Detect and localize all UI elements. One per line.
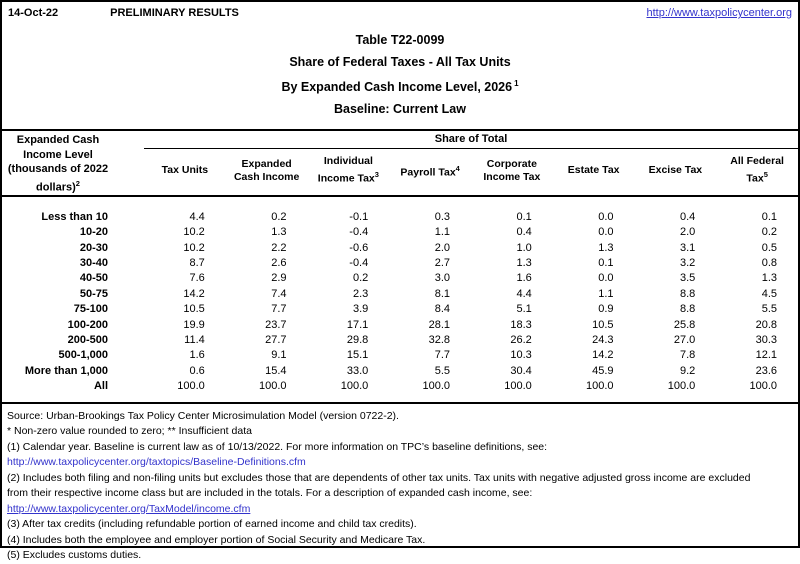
column-header-text: Tax Units xyxy=(161,164,209,177)
value-cell: 17.1 xyxy=(346,318,369,331)
value-cell: 0.0 xyxy=(598,226,614,239)
income-header-line: Expanded Cash xyxy=(16,134,100,147)
value-cell: 8.8 xyxy=(679,287,696,300)
value-cell: 2.6 xyxy=(271,257,287,270)
footnote-line: * Non-zero value rounded to zero; ** Insufficient data xyxy=(7,425,252,438)
income-level-cell: 10-20 xyxy=(79,226,108,239)
value-cell: 32.8 xyxy=(428,334,450,347)
value-cell: 7.8 xyxy=(679,349,696,362)
column-header-7 xyxy=(716,149,798,196)
column-header-text: Payroll Tax xyxy=(400,166,456,179)
footnote-line: (4) Includes both the employee and employer portion of Social Security and Medicare Tax. xyxy=(7,533,426,546)
footnote-ref-3: 3 xyxy=(374,170,379,180)
table-row xyxy=(2,333,798,348)
value-cell: 2.3 xyxy=(352,287,369,300)
income-level-cell: 100-200 xyxy=(67,318,108,331)
table-row xyxy=(2,271,798,286)
value-cell: 27.7 xyxy=(265,334,287,347)
income-level-column-header xyxy=(2,130,144,196)
value-cell: 5.1 xyxy=(516,303,532,316)
column-header-3 xyxy=(389,149,471,196)
value-cell: 30.3 xyxy=(755,334,777,347)
footnote-link[interactable]: http://www.taxpolicycenter.org/taxtopics/Baseline-Definitions.cfm xyxy=(7,456,306,469)
top-strip xyxy=(2,2,798,19)
column-header-2 xyxy=(308,149,390,196)
table-header xyxy=(2,130,798,196)
value-cell: 8.8 xyxy=(679,303,696,316)
value-cell: 0.6 xyxy=(189,364,205,377)
value-cell: 3.2 xyxy=(679,257,696,270)
value-cell: 1.6 xyxy=(516,272,532,285)
value-cell: 100.0 xyxy=(258,380,287,393)
value-cell: 10.5 xyxy=(592,318,614,331)
footnote-ref-1: 1 xyxy=(514,79,519,88)
table-row xyxy=(2,196,798,225)
table-row xyxy=(2,364,798,379)
value-cell: 1.1 xyxy=(434,226,450,239)
value-cell: 0.1 xyxy=(598,257,614,270)
value-cell: 10.2 xyxy=(183,226,205,239)
value-cell: 27.0 xyxy=(673,334,696,347)
value-cell: 0.1 xyxy=(761,210,777,223)
value-cell: 10.3 xyxy=(510,349,532,362)
value-cell: 23.6 xyxy=(755,364,777,377)
column-header-1 xyxy=(226,149,308,196)
value-cell: 0.4 xyxy=(679,210,696,223)
footnote-line: from their respective income class but are included in the totals. For a description of expanded cash income, see: xyxy=(7,487,533,500)
footnote-line: (3) After tax credits (including refundable portion of earned income and child tax credits). xyxy=(7,518,417,531)
value-cell: 24.3 xyxy=(592,334,614,347)
value-cell: 0.0 xyxy=(598,210,614,223)
income-level-cell: 40-50 xyxy=(79,272,108,285)
value-cell: 2.0 xyxy=(434,241,450,254)
value-cell: 28.1 xyxy=(428,318,450,331)
value-cell: -0.6 xyxy=(349,241,369,254)
column-header-6 xyxy=(635,149,717,196)
column-header-4 xyxy=(471,149,553,196)
value-cell: 12.1 xyxy=(755,349,777,362)
value-cell: 1.1 xyxy=(598,287,614,300)
income-header-line: Income Level xyxy=(23,148,93,161)
value-cell: 1.0 xyxy=(516,241,532,254)
value-cell: 30.4 xyxy=(510,364,532,377)
value-cell: 2.2 xyxy=(271,241,287,254)
value-cell: 3.5 xyxy=(679,272,696,285)
value-cell: 15.1 xyxy=(346,349,369,362)
column-header-5 xyxy=(553,149,635,196)
column-header-text: All Federal Tax xyxy=(730,155,784,185)
table-row xyxy=(2,302,798,317)
value-cell: 1.3 xyxy=(598,241,614,254)
footnote-line: (5) Excludes customs duties. xyxy=(7,549,142,562)
value-cell: 0.8 xyxy=(761,257,777,270)
income-level-cell: 50-75 xyxy=(79,287,108,300)
value-cell: -0.4 xyxy=(349,226,369,239)
value-cell: 33.0 xyxy=(346,364,369,377)
footnote-line: Source: Urban-Brookings Tax Policy Center Microsimulation Model (version 0722-2). xyxy=(7,409,399,422)
report-date: 14-Oct-22 xyxy=(8,7,59,19)
income-level-cell: 200-500 xyxy=(67,334,108,347)
title-block xyxy=(2,29,798,120)
table-row xyxy=(2,348,798,363)
value-cell: 3.1 xyxy=(679,241,696,254)
value-cell: 0.0 xyxy=(598,272,614,285)
value-cell: 25.8 xyxy=(673,318,696,331)
value-cell: 100.0 xyxy=(667,380,696,393)
value-cell: 7.6 xyxy=(189,272,205,285)
value-cell: 15.4 xyxy=(265,364,287,377)
value-cell: 10.2 xyxy=(183,241,205,254)
value-cell: 8.4 xyxy=(434,303,450,316)
value-cell: 29.8 xyxy=(346,334,369,347)
value-cell: 1.3 xyxy=(761,272,777,285)
column-header-text: Expanded Cash Income xyxy=(233,157,300,183)
value-cell: 1.3 xyxy=(516,257,532,270)
value-cell: 1.6 xyxy=(189,349,205,362)
value-cell: 5.5 xyxy=(761,303,777,316)
value-cell: 14.2 xyxy=(592,349,614,362)
income-level-cell: Less than 10 xyxy=(41,210,108,223)
value-cell: 26.2 xyxy=(510,334,532,347)
baseline-title: Baseline: Current Law xyxy=(334,102,466,117)
value-cell: 19.9 xyxy=(183,318,205,331)
preliminary-results-label: PRELIMINARY RESULTS xyxy=(110,7,239,19)
column-header-text: Excise Tax xyxy=(648,164,703,177)
value-cell: 10.5 xyxy=(183,303,205,316)
breakdown-text: By Expanded Cash Income Level, 2026 xyxy=(281,80,513,95)
value-cell: 100.0 xyxy=(749,380,777,393)
share-of-total-group-header: Share of Total xyxy=(144,130,798,149)
table-row xyxy=(2,318,798,333)
column-header-text: Corporate Income Tax xyxy=(483,157,541,183)
income-level-cell: 30-40 xyxy=(79,257,108,270)
column-header-text: Estate Tax xyxy=(567,164,620,177)
value-cell: 4.4 xyxy=(189,210,205,223)
income-level-cell: All xyxy=(93,380,108,393)
footnote-ref-2: 2 xyxy=(75,178,80,188)
value-cell: 2.7 xyxy=(434,257,450,270)
value-cell: 23.7 xyxy=(265,318,287,331)
value-cell: 14.2 xyxy=(183,287,205,300)
value-cell: 45.9 xyxy=(592,364,614,377)
value-cell: 7.7 xyxy=(434,349,450,362)
footnote-line xyxy=(7,455,793,471)
value-cell: 100.0 xyxy=(177,380,205,393)
value-cell: 0.5 xyxy=(761,241,777,254)
column-header-0 xyxy=(144,149,226,196)
value-cell: 11.4 xyxy=(184,334,205,347)
value-cell: 4.5 xyxy=(761,287,777,300)
value-cell: 20.8 xyxy=(755,318,777,331)
value-cell: 2.0 xyxy=(679,226,696,239)
value-cell: 4.4 xyxy=(516,287,532,300)
value-cell: 8.7 xyxy=(189,257,205,270)
footnote-line: (2) Includes both filing and non-filing units but excludes those that are dependents of other tax units. Tax units with negative adjusted gross income are excluded xyxy=(7,471,751,484)
income-level-cell: More than 1,000 xyxy=(24,364,108,377)
value-cell: 18.3 xyxy=(510,318,532,331)
value-cell: 2.9 xyxy=(271,272,287,285)
value-cell: 3.0 xyxy=(434,272,450,285)
value-cell: -0.1 xyxy=(349,210,369,223)
table-body xyxy=(2,196,798,403)
income-level-cell: 75-100 xyxy=(73,303,108,316)
table-row xyxy=(2,379,798,402)
table-row xyxy=(2,241,798,256)
table-number-title: Table T22-0099 xyxy=(355,33,445,47)
footnote-ref-5: 5 xyxy=(763,170,768,180)
income-header-line: (thousands of 2022 xyxy=(7,163,109,176)
value-cell: 0.2 xyxy=(352,272,369,285)
value-cell: 5.5 xyxy=(434,364,450,377)
column-header-text: Individual Income Tax xyxy=(317,155,375,185)
value-cell: 100.0 xyxy=(340,380,369,393)
value-cell: 100.0 xyxy=(585,380,614,393)
value-cell: 7.7 xyxy=(271,303,287,316)
income-level-cell: 20-30 xyxy=(79,241,108,254)
value-cell: 100.0 xyxy=(504,380,532,393)
table-row xyxy=(2,225,798,240)
value-cell: 9.1 xyxy=(271,349,287,362)
footnote-line xyxy=(7,502,793,518)
table-row xyxy=(2,256,798,271)
footnote-ref-4: 4 xyxy=(455,163,460,173)
income-header-line xyxy=(2,177,114,195)
footnotes-section xyxy=(2,404,798,564)
value-cell: 100.0 xyxy=(422,380,450,393)
value-cell: 8.1 xyxy=(434,287,450,300)
value-cell: 9.2 xyxy=(679,364,696,377)
table-subject-title: Share of Federal Taxes - All Tax Units xyxy=(289,55,511,69)
value-cell: -0.4 xyxy=(349,257,369,270)
table-row xyxy=(2,287,798,302)
footnote-link[interactable]: http://www.taxpolicycenter.org/TaxModel/income.cfm xyxy=(7,502,251,515)
value-cell: 0.3 xyxy=(434,210,450,223)
table-breakdown-title xyxy=(2,73,798,98)
income-level-cell: 500-1,000 xyxy=(58,349,108,362)
value-cell: 0.9 xyxy=(598,303,614,316)
footnote-line: (1) Calendar year. Baseline is current law as of 10/13/2022. For more information on TPC’s baseline definitions, see: xyxy=(7,440,548,453)
value-cell: 0.4 xyxy=(516,226,532,239)
value-cell: 7.4 xyxy=(271,287,287,300)
value-cell: 1.3 xyxy=(271,226,287,239)
value-cell: 0.2 xyxy=(271,210,287,223)
income-header-text: dollars) xyxy=(36,181,76,194)
share-of-federal-taxes-table xyxy=(2,129,798,404)
tpc-home-link[interactable]: http://www.taxpolicycenter.org xyxy=(646,7,792,19)
value-cell: 3.9 xyxy=(352,303,369,316)
value-cell: 0.1 xyxy=(516,210,532,223)
value-cell: 0.2 xyxy=(761,226,777,239)
